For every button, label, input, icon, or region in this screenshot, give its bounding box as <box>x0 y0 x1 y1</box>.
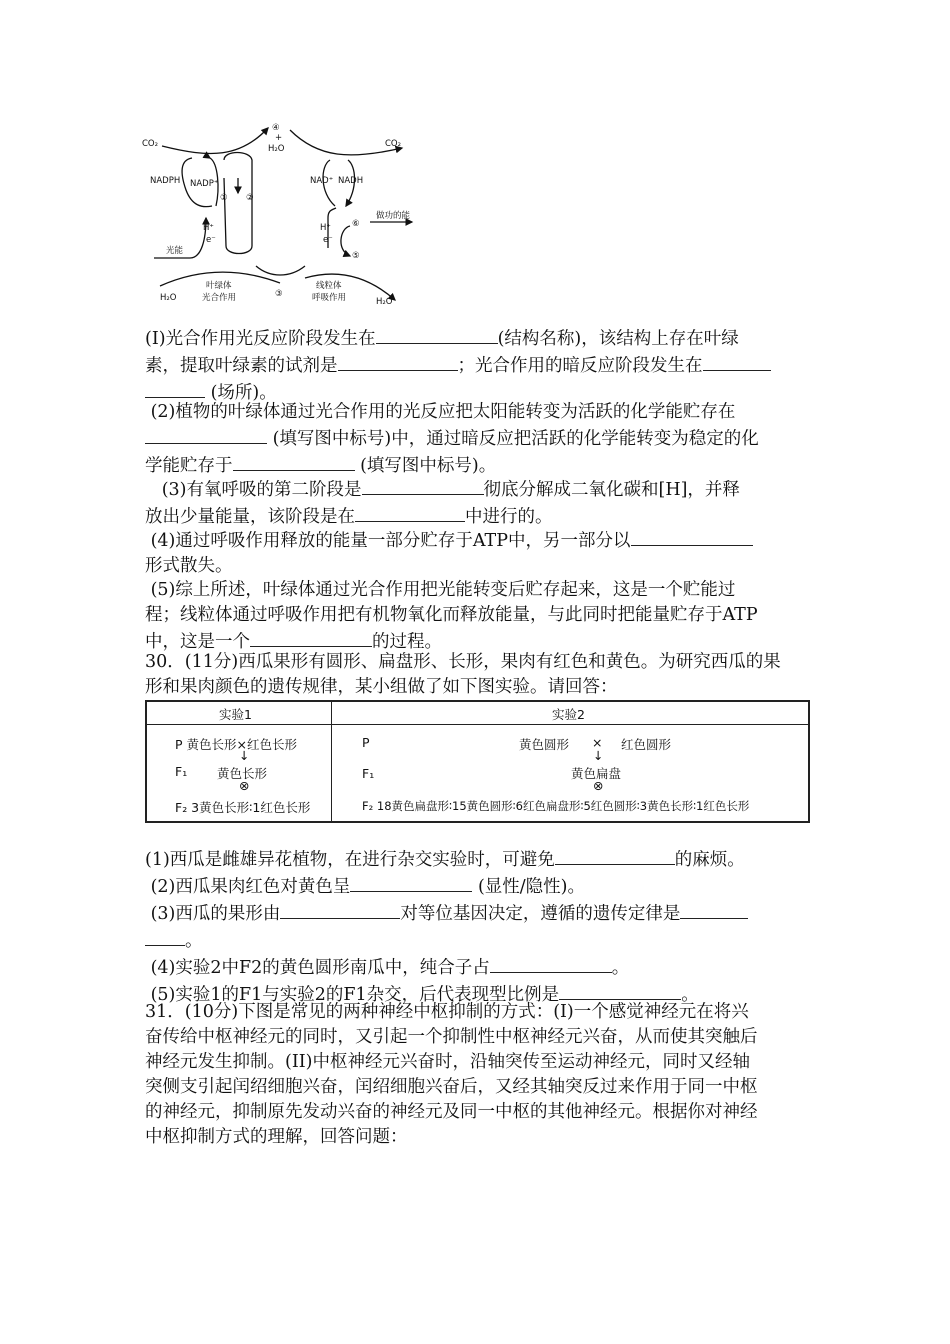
answer-blank[interactable] <box>145 927 185 946</box>
self-cross-icon: ⊗ <box>593 778 604 793</box>
h2o-bottom-right: H₂O <box>376 297 393 307</box>
text: (I)光合作用光反应阶段发生在 <box>145 329 376 349</box>
q31-text <box>145 1000 810 1150</box>
q29-part2 <box>145 400 810 479</box>
arrow-icon: ↓ <box>239 748 250 763</box>
text: 31．(10分)下图是常见的两种神经中枢抑制的方式：(I)一个感觉神经元在将兴 <box>145 1002 749 1022</box>
diagram-num-2: ② <box>246 193 254 203</box>
text: 形式散失。 <box>145 556 233 576</box>
exp2-f1-label: F₁ <box>362 766 375 781</box>
h2o-bottom-left: H₂O <box>160 293 177 303</box>
answer-blank[interactable] <box>145 379 205 398</box>
text: (5)实验1的F1与实验2的F1杂交，后代表现型比例是 <box>150 985 560 1005</box>
diagram-num-5: ⑤ <box>352 251 360 261</box>
co2-label-right: CO₂ <box>385 139 402 149</box>
q29-part3 <box>145 476 810 530</box>
exp2-parent2: 红色圆形 <box>621 737 672 752</box>
answer-blank[interactable] <box>145 425 267 444</box>
photosynthesis-respiration-diagram <box>140 118 440 318</box>
text: (2)植物的叶绿体通过光合作用的光反应把太阳能转变为活跃的化学能贮存在 <box>150 402 736 422</box>
q29-part4 <box>145 527 810 579</box>
answer-blank[interactable] <box>350 873 472 892</box>
text: (填写图中标号)中，通过暗反应把活跃的化学能转变为稳定的化 <box>267 429 759 449</box>
exp2-p-label: P <box>362 735 370 750</box>
text: (4)通过呼吸作用释放的能量一部分贮存于ATP中，另一部分以 <box>150 531 631 551</box>
exp2-header: 实验2 <box>552 707 585 722</box>
text: 对等位基因决定，遵循的遗传定律是 <box>400 904 681 924</box>
text: 程；线粒体通过呼吸作用把有机物氧化而释放能量，与此同时把能量贮存于ATP <box>145 605 758 625</box>
q29-part5 <box>145 578 810 655</box>
text: 的麻烦。 <box>674 850 745 870</box>
exp1-f1-label: F₁ <box>175 764 188 779</box>
answer-blank[interactable] <box>355 503 465 522</box>
answer-blank[interactable] <box>631 527 753 546</box>
h-plus-left: H⁺ <box>203 223 214 233</box>
work-energy-label: 做功的能 <box>376 211 411 221</box>
cross-symbol: × <box>592 735 603 750</box>
e-minus-right: e⁻ <box>323 235 333 245</box>
answer-blank[interactable] <box>376 325 498 344</box>
text: 神经元发生抑制。(II)中枢神经元兴奋时，沿轴突传至运动神经元，同时又经轴 <box>145 1052 750 1072</box>
q30-questions <box>145 846 810 1008</box>
mitochondria-label: 线粒体 <box>316 281 342 291</box>
text: (场所)。 <box>205 383 277 403</box>
exp2-f2: F₂ 18黄色扁盘形∶15黄色圆形∶6红色扁盘形∶5红色圆形∶3黄色长形∶1红色长形 <box>362 799 750 813</box>
respiration-label: 呼吸作用 <box>312 293 347 303</box>
q29-part1 <box>145 325 810 406</box>
exp2-f1: 黄色扁盘 <box>571 766 622 781</box>
answer-blank[interactable] <box>362 476 484 495</box>
answer-blank[interactable] <box>280 900 400 919</box>
text: 中进行的。 <box>465 507 553 527</box>
text: 的过程。 <box>372 632 442 652</box>
co2-label-left: CO₂ <box>142 139 159 149</box>
diagram-num-4: ④ <box>272 123 280 133</box>
text: (5)综上所述，叶绿体通过光合作用把光能转变后贮存起来，这是一个贮能过 <box>150 580 736 600</box>
text: 中枢抑制方式的理解，回答问题： <box>145 1127 408 1147</box>
text: 的神经元，抑制原先发动兴奋的神经元及同一中枢的其他神经元。根据你对神经 <box>145 1102 758 1122</box>
answer-blank[interactable] <box>703 352 771 371</box>
e-minus-left: e⁻ <box>206 235 216 245</box>
answer-blank[interactable] <box>559 981 681 1000</box>
answer-blank[interactable] <box>555 846 675 865</box>
nad-label: NAD⁺ <box>310 176 334 186</box>
nadp-label: NADP⁺ <box>190 179 219 189</box>
h2o-top: H₂O <box>268 144 285 154</box>
exp2-parent1: 黄色圆形 <box>519 737 570 752</box>
text: 突侧支引起闰绍细胞兴奋，闰绍细胞兴奋后，又经其轴突反过来作用于同一中枢 <box>145 1077 758 1097</box>
text: 。 <box>185 931 203 951</box>
diagram-num-3: ③ <box>275 289 283 299</box>
text: (结构名称)，该结构上存在叶绿 <box>497 329 739 349</box>
text: (2)西瓜果肉红色对黄色呈 <box>150 877 351 897</box>
h-plus-right: H⁺ <box>320 223 331 233</box>
chloroplast-label: 叶绿体 <box>206 281 232 291</box>
text: (显性/隐性)。 <box>472 877 585 897</box>
q30-intro <box>145 650 810 700</box>
text: 形和果肉颜色的遗传规律，某小组做了如下图实验。请回答： <box>145 677 618 697</box>
answer-blank[interactable] <box>490 954 612 973</box>
text: (填写图中标号)。 <box>354 456 497 476</box>
exp1-f2: F₂ 3黄色长形∶1红色长形 <box>175 800 311 815</box>
text: ；光合作用的暗反应阶段发生在 <box>457 356 703 376</box>
text: (4)实验2中F2的黄色圆形南瓜中，纯合子占 <box>150 958 490 978</box>
arrow-icon: ↓ <box>593 748 604 763</box>
exp1-f1: 黄色长形 <box>217 766 268 781</box>
exp1-header: 实验1 <box>219 707 252 722</box>
text: 放出少量能量，该阶段是在 <box>145 507 355 527</box>
text: 学能贮存于 <box>145 456 233 476</box>
text: (3)有氧呼吸的第二阶段是 <box>161 480 362 500</box>
text: (3)西瓜的果形由 <box>150 904 281 924</box>
diagram-num-6: ⑥ <box>352 219 360 229</box>
answer-blank[interactable] <box>338 352 458 371</box>
nadph-label: NADPH <box>150 176 181 186</box>
diagram-num-1: ① <box>220 193 228 203</box>
text: 素，提取叶绿素的试剂是 <box>145 356 338 376</box>
answer-blank[interactable] <box>233 452 355 471</box>
answer-blank[interactable] <box>680 900 748 919</box>
text: 中，这是一个 <box>145 632 250 652</box>
text: 30．(11分)西瓜果形有圆形、扁盘形、长形，果肉有红色和黄色。为研究西瓜的果 <box>145 652 781 672</box>
text: 奋传给中枢神经元的同时，又引起一个抑制性中枢神经元兴奋，从而使其突触后 <box>145 1027 758 1047</box>
light-energy-label: 光能 <box>166 246 184 256</box>
plus-sign: + <box>275 133 283 143</box>
photosynthesis-label: 光合作用 <box>202 293 237 303</box>
exp1-parents: P 黄色长形×红色长形 <box>175 737 297 752</box>
text: (1)西瓜是雌雄异花植物，在进行杂交实验时，可避免 <box>145 850 555 870</box>
text: 。 <box>681 985 699 1005</box>
text: 。 <box>611 958 630 978</box>
answer-blank[interactable] <box>250 628 372 647</box>
nadh-label: NADH <box>338 176 364 186</box>
text: 彻底分解成二氧化碳和[H]，并释 <box>483 480 740 500</box>
self-cross-icon: ⊗ <box>239 778 250 793</box>
experiment-table <box>145 700 810 823</box>
